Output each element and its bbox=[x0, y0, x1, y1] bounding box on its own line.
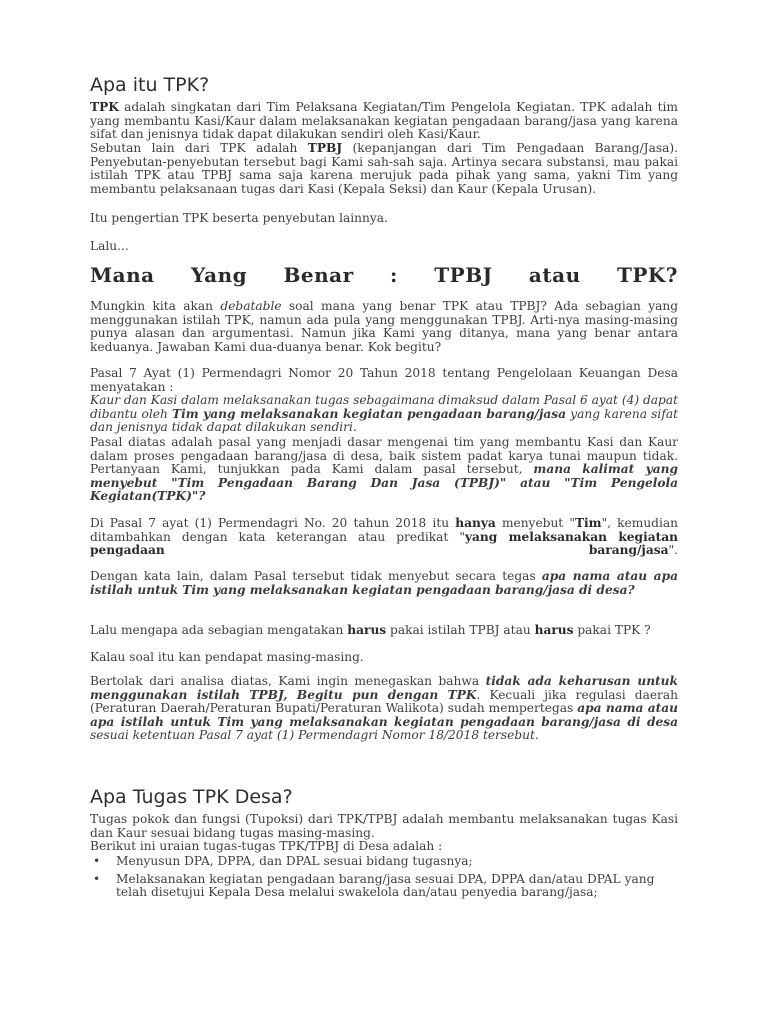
paragraph-tupoksi: Tugas pokok dan fungsi (Tupoksi) dari TPK/TPBJ adalah membantu melaksanakan tugas Kasi dan Kaur sesuai bidang tugas masing-masing. Berikut ini uraian tugas-tugas TPK/TPBJ di Desa adalah : bbox=[90, 812, 678, 854]
term-tpbj: TPBJ bbox=[307, 141, 343, 155]
list-item: • Melaksanakan kegiatan pengadaan barang/jasa sesuai DPA, DPPA dan/atau DPAL yang telah disetujui Kepala Desa melalui swakelola dan/atau penyedia barang/jasa; bbox=[93, 871, 655, 900]
bullet-icon: • bbox=[93, 854, 101, 868]
heading-apa-itu-tpk: Apa itu TPK? bbox=[90, 74, 210, 96]
paragraph-debatable: Mungkin kita akan debatable soal mana yang benar TPK atau TPBJ? Ada sebagian yang menggunakan istilah TPK, namun ada pula yang menggunakan TPBJ. Arti-nya masing-masing punya alasan dan argumentasi. Namun jika Kami yang ditanya, mana yang benar antara keduanya. Jawaban Kami dua-duanya benar. Kok begitu? bbox=[90, 299, 678, 354]
paragraph-tpk-definition: TPK adalah singkatan dari Tim Pelaksana Kegiatan/Tim Pengelola Kegiatan. TPK adalah tim yang membantu Kasi/Kaur dalam melaksanakan kegiatan pengadaan barang/jasa yang karena sifat dan jenisnya tidak dapat dilakukan sendiri oleh Kasi/Kaur. bbox=[90, 100, 678, 142]
task-list bbox=[90, 855, 678, 904]
heading-mana-yang-benar: Mana Yang Benar : TPBJ atau TPK? bbox=[90, 263, 678, 287]
bullet-icon: • bbox=[93, 871, 101, 886]
paragraph-harus: Lalu mengapa ada sebagian mengatakan harus pakai istilah TPBJ atau harus pakai TPK ? bbox=[90, 623, 651, 637]
paragraph-bertolak: Bertolak dari analisa diatas, Kami ingin menegaskan bahwa tidak ada keharusan untuk menggunakan istilah TPBJ, Begitu pun dengan TPK. Kecuali jika regulasi daerah (Peraturan Daerah/Peraturan Bupati/Peraturan Walikota) sudah mempertegas apa nama atau apa istilah untuk Tim yang melaksanakan kegiatan pengadaan barang/jasa di desa sesuai ketentuan Pasal 7 ayat (1) Permendagri Nomor 18/2018 tersebut. bbox=[90, 674, 678, 743]
paragraph-summary: Itu pengertian TPK beserta penyebutan lainnya. bbox=[90, 211, 388, 225]
paragraph-pasal-7: Pasal 7 Ayat (1) Permendagri Nomor 20 Tahun 2018 tentang Pengelolaan Keuangan Desa menyatakan : Kaur dan Kasi dalam melaksanakan tugas sebagaimana dimaksud dalam Pasal 6 ayat (4) dapat dibantu oleh Tim yang melaksanakan kegiatan pengadaan barang/jasa yang karena sifat dan jenisnya tidak dapat dilakukan sendiri. bbox=[90, 366, 678, 435]
paragraph-pasal-diatas: Pasal diatas adalah pasal yang menjadi dasar mengenai tim yang membantu Kasi dan Kaur dalam proses pengadaan barang/jasa di desa, baik sistem padat karya tunai maupun tidak. Pertanyaan Kami, tunjukkan pada Kami dalam pasal tersebut, mana kalimat yang menyebut "Tim Pengadaan Barang Dan Jasa (TPBJ)" atau "Tim Pengelola Kegiatan(TPK)"? bbox=[90, 435, 678, 504]
term-tpk: TPK bbox=[90, 100, 119, 114]
paragraph-lalu: Lalu... bbox=[90, 239, 129, 253]
paragraph-dengan-kata-lain: Dengan kata lain, dalam Pasal tersebut tidak menyebut secara tegas apa nama atau apa istilah untuk Tim yang melaksanakan kegiatan pengadaan barang/jasa di desa? bbox=[90, 569, 678, 597]
question-bold-italic: mana kalimat yang menyebut "Tim Pengadaan Barang Dan Jasa (TPBJ)" atau "Tim Pengelola Kegiatan(TPK)"? bbox=[90, 462, 678, 504]
list-item: • Menyusun DPA, DPPA, dan DPAL sesuai bidang tugasnya; bbox=[93, 854, 473, 868]
quote-bold-tim: Tim yang melaksanakan kegiatan pengadaan barang/jasa bbox=[172, 406, 567, 421]
heading-apa-tugas-tpk: Apa Tugas TPK Desa? bbox=[90, 786, 293, 808]
italic-debatable: debatable bbox=[220, 299, 282, 313]
paragraph-tpbj-alias: Sebutan lain dari TPK adalah TPBJ (kepanjangan dari Tim Pengadaan Barang/Jasa). Penyebutan-penyebutan tersebut bagi Kami sah-sah saja. Artinya secara substansi, mau pakai istilah TPK atau TPBJ sama saja karena merujuk pada pihak yang sama, yakni Tim yang membantu pelaksanaan tugas dari Kasi (Kepala Seksi) dan Kaur (Kepala Urusan). bbox=[90, 141, 678, 196]
paragraph-hanya-tim: Di Pasal 7 ayat (1) Permendagri No. 20 tahun 2018 itu hanya menyebut "Tim", kemudian ditambahkan dengan kata keterangan atau predikat "yang melaksanakan kegiatan pengadaan barang/jasa". bbox=[90, 516, 678, 558]
paragraph-pendapat: Kalau soal itu kan pendapat masing-masing. bbox=[90, 650, 364, 664]
